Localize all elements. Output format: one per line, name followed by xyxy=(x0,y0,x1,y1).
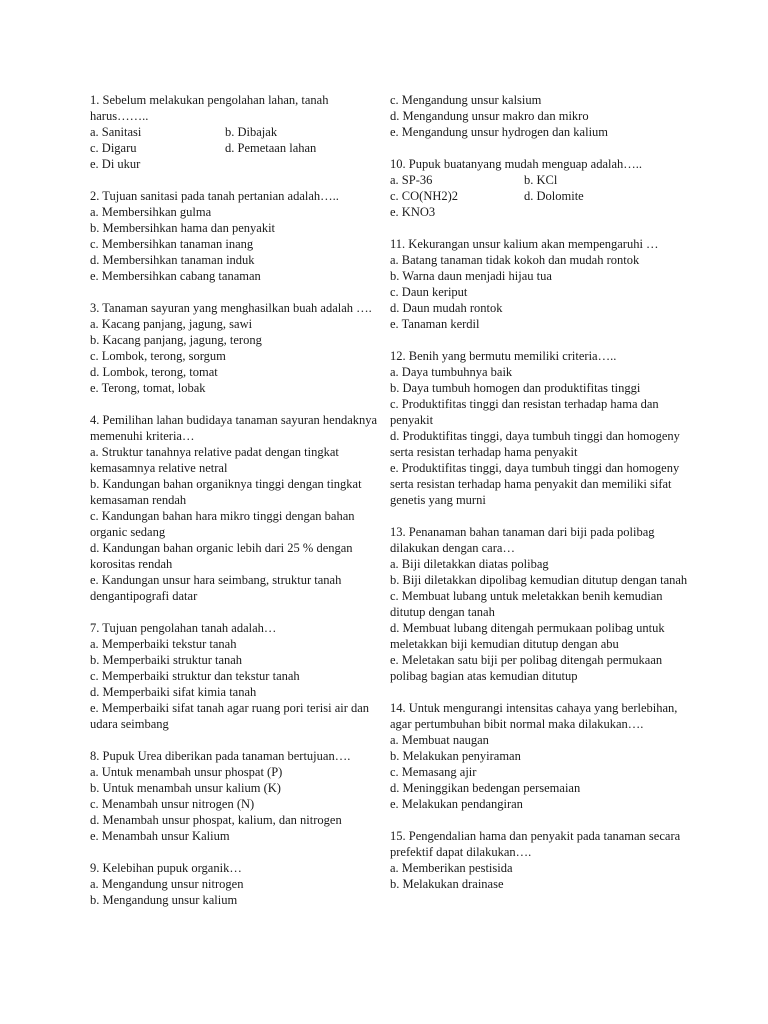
option-e: e. Produktifitas tinggi, daya tumbuh tinggi dan homogeny serta resistan terhadap hama penyakit dan memiliki sifat genetis yang murni xyxy=(390,461,680,507)
option-e: e. Terong, tomat, lobak xyxy=(90,381,206,395)
option-row xyxy=(90,140,380,156)
option-d: d. Lombok, terong, tomat xyxy=(90,365,218,379)
option-e: e. Menambah unsur Kalium xyxy=(90,829,230,843)
option-e: e. Tanaman kerdil xyxy=(390,317,480,331)
question-stem: 3. Tanaman sayuran yang menghasilkan buah adalah …. xyxy=(90,301,372,315)
option-b: b. Untuk menambah unsur kalium (K) xyxy=(90,781,281,795)
question-stem: 9. Kelebihan pupuk organik… xyxy=(90,861,242,875)
option-b: b. Melakukan drainase xyxy=(390,877,504,891)
option-a: a. Sanitasi xyxy=(90,125,142,139)
question-13 xyxy=(390,524,690,684)
option-b: b. Memperbaiki struktur tanah xyxy=(90,653,243,667)
question-stem: 11. Kekurangan unsur kalium akan mempengaruhi … xyxy=(390,237,659,251)
option-a: a. Biji diletakkan diatas polibag xyxy=(390,557,549,571)
option-e: e. Melakukan pendangiran xyxy=(390,797,523,811)
option-c: c. Membuat lubang untuk meletakkan benih kemudian ditutup dengan tanah xyxy=(390,589,663,619)
option-c: c. Memperbaiki struktur dan tekstur tanah xyxy=(90,669,300,683)
question-stem: 2. Tujuan sanitasi pada tanah pertanian adalah….. xyxy=(90,189,339,203)
question-stem: 1. Sebelum melakukan pengolahan lahan, tanah harus…….. xyxy=(90,93,329,123)
option-c: c. Produktifitas tinggi dan resistan terhadap hama dan penyakit xyxy=(390,397,659,427)
question-stem: 8. Pupuk Urea diberikan pada tanaman bertujuan…. xyxy=(90,749,351,763)
option-b: b. KCl xyxy=(524,173,558,187)
option-a: a. Memberikan pestisida xyxy=(390,861,513,875)
option-d: d. Mengandung unsur makro dan mikro xyxy=(390,109,589,123)
option-b: b. Daya tumbuh homogen dan produktifitas tinggi xyxy=(390,381,641,395)
option-a: a. Batang tanaman tidak kokoh dan mudah rontok xyxy=(390,253,640,267)
question-7 xyxy=(90,620,380,732)
option-c: c. CO(NH2)2 xyxy=(390,189,459,203)
option-e: e. Membersihkan cabang tanaman xyxy=(90,269,261,283)
option-a: a. Daya tumbuhnya baik xyxy=(390,365,513,379)
question-4 xyxy=(90,412,380,604)
option-d: d. Memperbaiki sifat kimia tanah xyxy=(90,685,257,699)
right-column xyxy=(390,92,690,908)
option-d: d. Daun mudah rontok xyxy=(390,301,503,315)
option-c: c. Membersihkan tanaman inang xyxy=(90,237,254,251)
question-9-continued xyxy=(390,92,690,140)
option-e: e. KNO3 xyxy=(390,205,436,219)
option-d: d. Meninggikan bedengan persemaian xyxy=(390,781,581,795)
question-1 xyxy=(90,92,380,172)
option-d: d. Dolomite xyxy=(524,189,584,203)
option-d: d. Membersihkan tanaman induk xyxy=(90,253,255,267)
option-b: b. Membersihkan hama dan penyakit xyxy=(90,221,276,235)
option-d: d. Menambah unsur phospat, kalium, dan nitrogen xyxy=(90,813,342,827)
option-row xyxy=(390,172,690,188)
option-c: c. Digaru xyxy=(90,141,137,155)
option-b: b. Mengandung unsur kalium xyxy=(90,893,238,907)
option-c: c. Kandungan bahan hara mikro tinggi dengan bahan organic sedang xyxy=(90,509,355,539)
option-a: a. Untuk menambah unsur phospat (P) xyxy=(90,765,283,779)
option-b: b. Dibajak xyxy=(225,125,278,139)
option-row xyxy=(90,124,380,140)
option-c: c. Memasang ajir xyxy=(390,765,477,779)
option-a: a. Membuat naugan xyxy=(390,733,489,747)
option-a: a. Struktur tanahnya relative padat dengan tingkat kemasamnya relative netral xyxy=(90,445,339,475)
option-a: a. Mengandung unsur nitrogen xyxy=(90,877,244,891)
option-d: d. Produktifitas tinggi, daya tumbuh tinggi dan homogeny serta resistan terhadap hama penyakit xyxy=(390,429,680,459)
option-d: d. Kandungan bahan organic lebih dari 25 % dengan korositas rendah xyxy=(90,541,353,571)
question-stem: 13. Penanaman bahan tanaman dari biji pada polibag dilakukan dengan cara… xyxy=(390,525,655,555)
question-12 xyxy=(390,348,690,508)
option-a: a. Memperbaiki tekstur tanah xyxy=(90,637,237,651)
option-b: b. Warna daun menjadi hijau tua xyxy=(390,269,552,283)
question-9 xyxy=(90,860,380,908)
option-e: e. Mengandung unsur hydrogen dan kalium xyxy=(390,125,609,139)
question-15 xyxy=(390,828,690,892)
option-b: b. Melakukan penyiraman xyxy=(390,749,521,763)
question-11 xyxy=(390,236,690,332)
option-a: a. Membersihkan gulma xyxy=(90,205,212,219)
option-b: b. Kandungan bahan organiknya tinggi dengan tingkat kemasaman rendah xyxy=(90,477,362,507)
option-e: e. Memperbaiki sifat tanah agar ruang pori terisi air dan udara seimbang xyxy=(90,701,370,731)
question-10 xyxy=(390,156,690,220)
question-stem: 10. Pupuk buatanyang mudah menguap adalah….. xyxy=(390,157,643,171)
option-c: c. Mengandung unsur kalsium xyxy=(390,93,542,107)
question-stem: 7. Tujuan pengolahan tanah adalah… xyxy=(90,621,277,635)
question-14 xyxy=(390,700,690,812)
question-stem: 14. Untuk mengurangi intensitas cahaya yang berlebihan, agar pertumbuhan bibit normal maka dilakukan…. xyxy=(390,701,678,731)
option-e: e. Meletakan satu biji per polibag ditengah permukaan polibag bagian atas kemudian ditutup xyxy=(390,653,663,683)
option-d: d. Membuat lubang ditengah permukaan polibag untuk meletakkan biji kemudian ditutup dengan abu xyxy=(390,621,665,651)
question-stem: 12. Benih yang bermutu memiliki criteria….. xyxy=(390,349,617,363)
option-a: a. Kacang panjang, jagung, sawi xyxy=(90,317,253,331)
question-stem: 15. Pengendalian hama dan penyakit pada tanaman secara prefektif dapat dilakukan…. xyxy=(390,829,681,859)
question-2 xyxy=(90,188,380,284)
question-8 xyxy=(90,748,380,844)
option-a: a. SP-36 xyxy=(390,173,433,187)
option-b: b. Biji diletakkan dipolibag kemudian ditutup dengan tanah xyxy=(390,573,688,587)
option-c: c. Lombok, terong, sorgum xyxy=(90,349,226,363)
left-column xyxy=(90,92,380,924)
option-c: c. Daun keriput xyxy=(390,285,468,299)
option-e: e. Di ukur xyxy=(90,157,141,171)
question-3 xyxy=(90,300,380,396)
option-d: d. Pemetaan lahan xyxy=(225,141,317,155)
option-e: e. Kandungan unsur hara seimbang, struktur tanah dengantipografi datar xyxy=(90,573,342,603)
option-row xyxy=(390,188,690,204)
option-c: c. Menambah unsur nitrogen (N) xyxy=(90,797,255,811)
option-b: b. Kacang panjang, jagung, terong xyxy=(90,333,262,347)
question-stem: 4. Pemilihan lahan budidaya tanaman sayuran hendaknya memenuhi kriteria… xyxy=(90,413,378,443)
